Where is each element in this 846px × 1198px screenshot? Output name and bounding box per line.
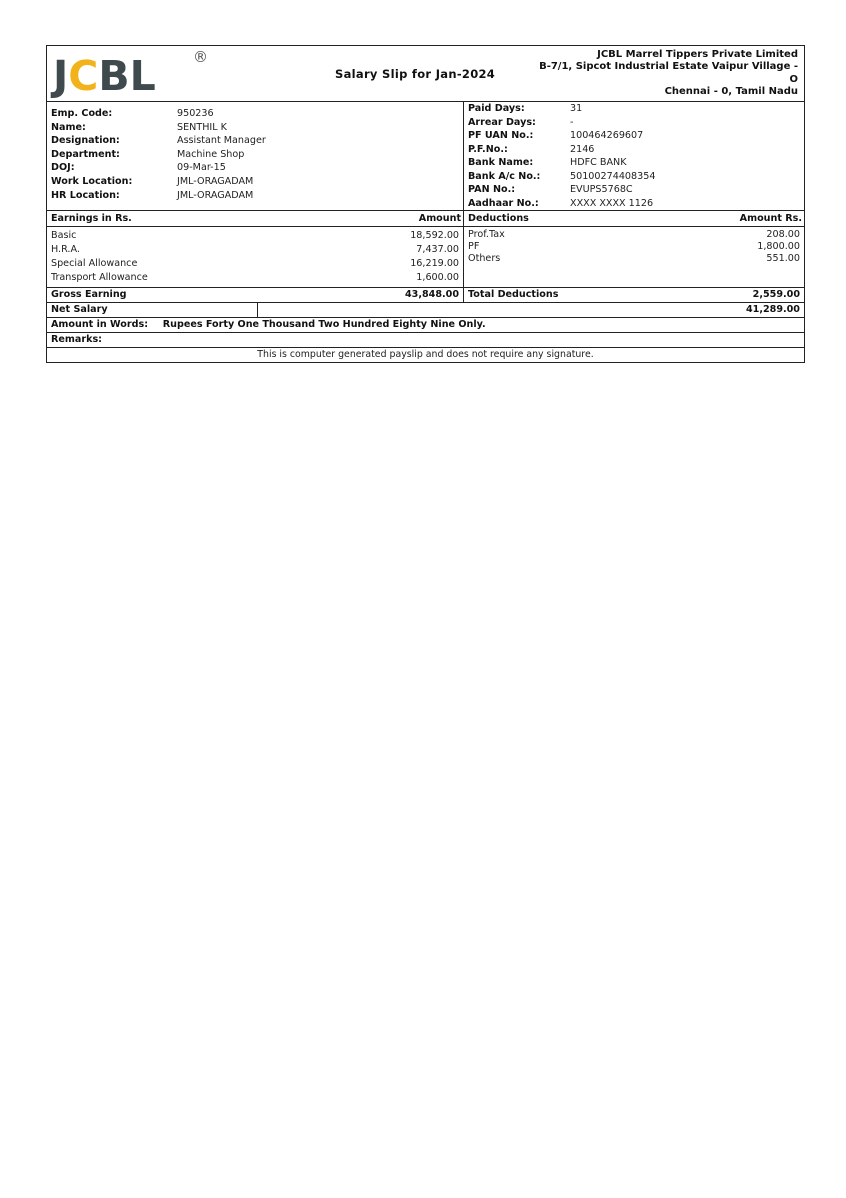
address-line-1: B-7/1, Sipcot Industrial Estate Vaipur Village - xyxy=(539,61,798,73)
employee-details: Emp. Code: 950236 Name: SENTHIL K Designation: Assistant Manager Department: Machine Shop DOJ: 09-Mar-15 Work Location: JML-ORAGADAM HR Location: JML-ORAGADAM Paid Days: 31 Arrear Days: - PF UAN No.: 100464269607 P.F.No.: 2146 Bank Name: HDFC BANK Bank A/c No.: 50100274408354 PAN No.: EVUPS5768C Aadhaar No.: XXXX XXXX 1126 xyxy=(47,102,804,211)
earning-amount: 7,437.00 xyxy=(416,244,460,255)
amount-words-table xyxy=(47,317,804,362)
earning-label: Special Allowance xyxy=(51,258,138,269)
deduction-label: PF xyxy=(468,241,480,252)
earning-label: H.R.A. xyxy=(51,244,80,255)
gross-earning-amount: 43,848.00 xyxy=(405,289,460,300)
earning-amount: 1,600.00 xyxy=(416,272,460,283)
registered-mark: ® xyxy=(193,48,208,66)
remarks-label: Remarks: xyxy=(51,334,103,345)
deductions-amounts xyxy=(634,227,804,288)
deduction-amount: 551.00 xyxy=(766,253,800,264)
earning-label: Basic xyxy=(51,230,77,241)
amount-words-label: Amount in Words: xyxy=(51,319,149,330)
deductions-heading: Deductions xyxy=(464,211,634,227)
amount-words-value: Rupees Forty One Thousand Two Hundred Eighty Nine Only. xyxy=(162,319,486,330)
table-items-row xyxy=(47,227,804,288)
earning-amount: 16,219.00 xyxy=(410,258,460,269)
deduction-amount: 208.00 xyxy=(766,229,800,240)
deduction-label: Others xyxy=(468,253,501,264)
gross-earning-label: Gross Earning xyxy=(51,289,127,300)
earnings-heading: Earnings in Rs. xyxy=(51,213,132,224)
slip-header xyxy=(47,46,804,102)
deductions-labels xyxy=(464,227,634,288)
footer-note: This is computer generated payslip and does not require any signature. xyxy=(257,349,594,360)
earning-label: Transport Allowance xyxy=(51,272,148,283)
earnings-amounts xyxy=(256,227,463,288)
company-address-block xyxy=(528,49,798,98)
salary-slip xyxy=(46,45,805,363)
company-logo: JCBL ® xyxy=(53,48,208,100)
footer-row xyxy=(47,348,804,363)
totals-row xyxy=(47,288,804,303)
table-header-row xyxy=(47,211,804,227)
address-line-3: Chennai - 0, Tamil Nadu xyxy=(664,85,798,97)
total-deductions-amount: 2,559.00 xyxy=(752,289,800,300)
net-salary-table xyxy=(47,302,804,317)
address-line-2: O xyxy=(789,73,798,85)
earnings-deductions-table xyxy=(47,211,804,302)
deduction-amount: 1,800.00 xyxy=(757,241,800,252)
slip-title: Salary Slip for Jan-2024 xyxy=(335,67,496,81)
net-salary-row xyxy=(47,303,804,318)
company-name: JCBL Marrel Tippers Private Limited xyxy=(597,49,798,60)
remarks-row xyxy=(47,333,804,348)
earning-amount: 18,592.00 xyxy=(410,230,460,241)
earnings-labels xyxy=(47,227,256,288)
net-salary-label: Net Salary xyxy=(47,303,257,318)
total-deductions-label: Total Deductions xyxy=(464,288,634,303)
amount-words-row xyxy=(47,318,804,333)
deductions-amount-heading: Amount Rs. xyxy=(739,213,802,224)
net-salary-amount: 41,289.00 xyxy=(745,304,800,315)
earnings-amount-heading: Amount xyxy=(418,213,462,224)
deduction-label: Prof.Tax xyxy=(468,229,505,240)
